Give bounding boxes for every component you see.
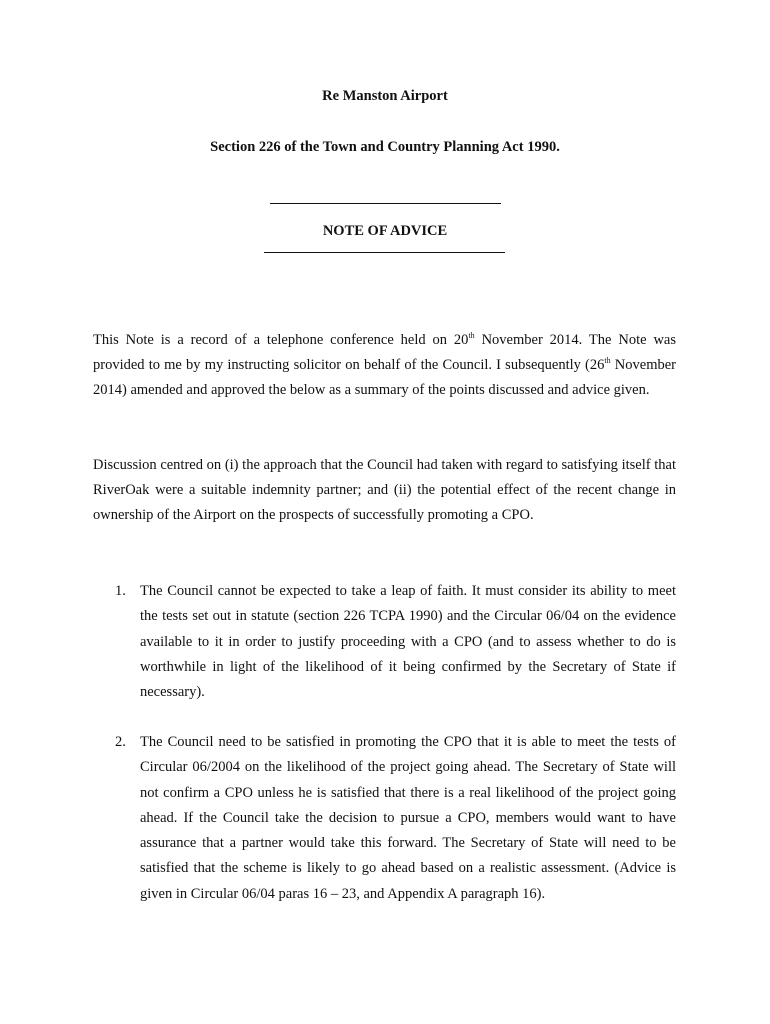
item-number: 1.: [115, 583, 126, 599]
intro-paragraph-2: Discussion centred on (i) the approach that the Council had taken with regard to satisfying itself that RiverOak were a suitable indemnity partner; and (ii) the potential effect of the recent change in ownership of the Airport on the prospects of successfully promoting a CPO.: [93, 457, 676, 523]
document-title: Re Manston Airport: [322, 88, 448, 104]
intro-paragraph-1: [93, 328, 676, 403]
heading-bottom-rule: [264, 252, 505, 253]
intro-p1-part-c: November 2014) amended and approved the below as a summary of the points discussed and advice given.: [93, 357, 676, 398]
numbered-item: [93, 579, 676, 705]
ordinal-suffix: th: [468, 331, 475, 340]
item-text: The Council need to be satisfied in promoting the CPO that it is able to meet the tests of Circular 06/2004 on the likelihood of the project going ahead. The Secretary of State will not confirm a CPO unless he is satisfied that there is a real likelihood of the project going ahead. If the Council take the decision to pursue a CPO, members would want to have assurance that a partner would take this forward. The Secretary of State will need to be satisfied that the scheme is likely to go ahead based on a realistic assessment. (Advice is given in Circular 06/04 paras 16 – 23, and Appendix A paragraph 16).: [140, 734, 676, 902]
document-subtitle: Section 226 of the Town and Country Planning Act 1990.: [210, 139, 560, 155]
heading-top-rule: [270, 203, 501, 204]
ordinal-suffix: th: [604, 356, 611, 365]
intro-p1-part-b: November 2014. The Note was provided to me by my instructing solicitor on behalf of the Council. I subsequently (26: [93, 332, 677, 373]
note-heading: NOTE OF ADVICE: [322, 223, 448, 239]
intro-p1-part-a: This Note is a record of a telephone conference held on 20: [93, 332, 469, 348]
numbered-item: [93, 730, 676, 907]
item-text: The Council cannot be expected to take a leap of faith. It must consider its ability to meet the tests set out in statute (section 226 TCPA 1990) and the Circular 06/04 on the evidence available to it in order to justify proceeding with a CPO (and to assess whether to do is worthwhile in light of the likelihood of it being confirmed by the Secretary of State if necessary).: [140, 583, 676, 701]
item-number: 2.: [115, 734, 126, 750]
